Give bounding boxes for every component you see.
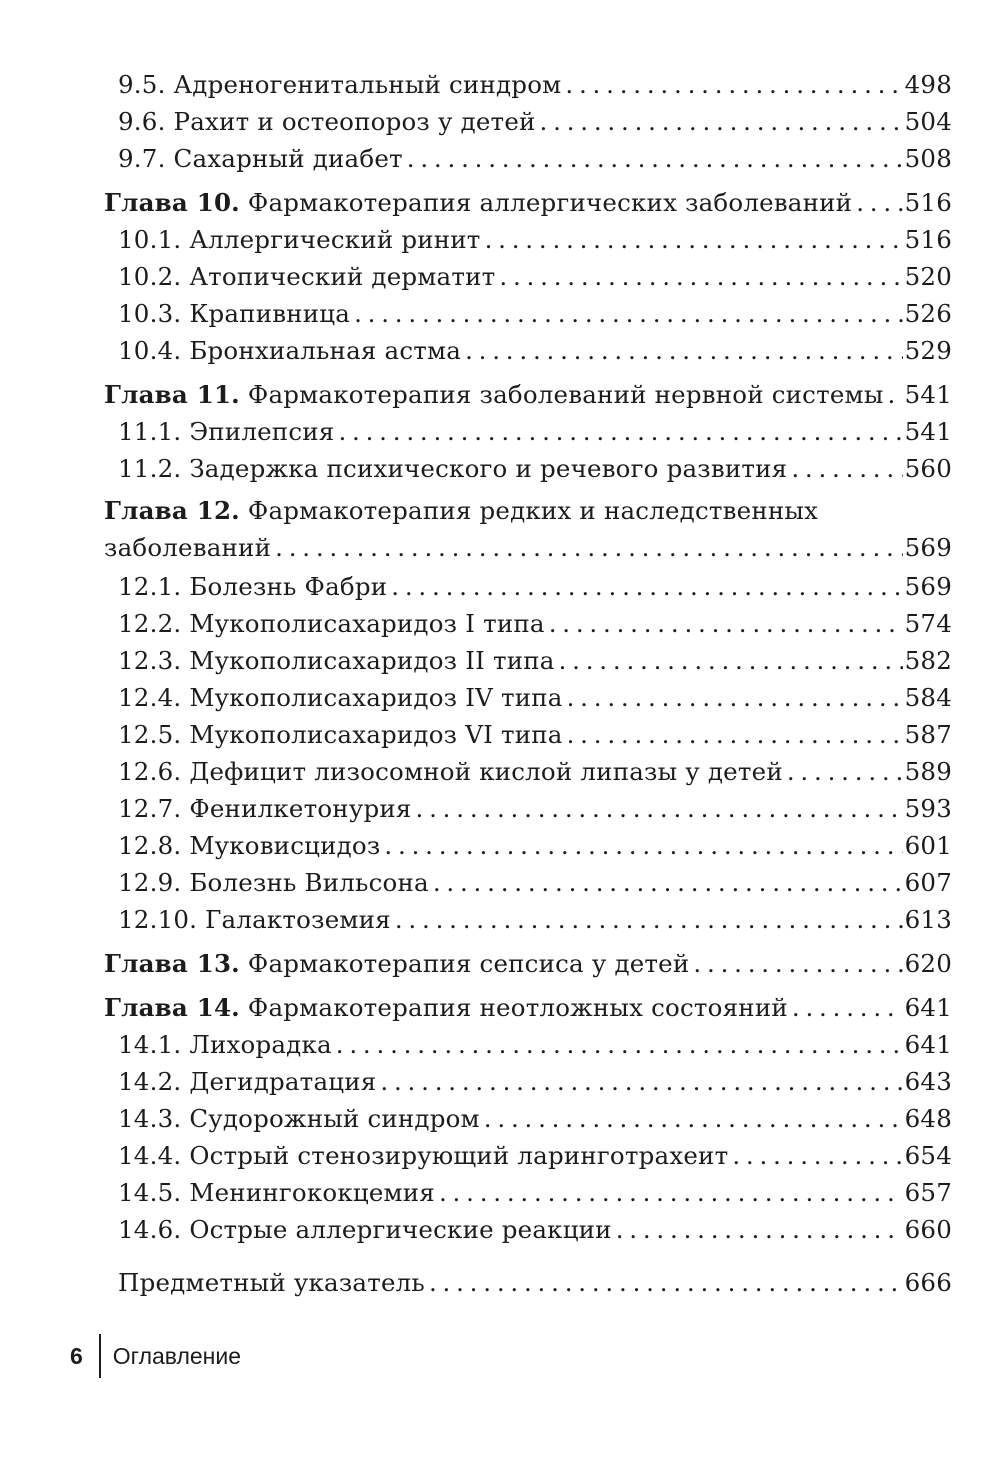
dot-leader xyxy=(338,413,902,450)
chapter-title: Фармакотерапия неотложных состояний xyxy=(247,993,788,1022)
dot-leader xyxy=(354,295,903,332)
page-ref: 541 xyxy=(904,380,952,409)
page-ref: 643 xyxy=(904,1067,952,1096)
toc-entry-title: 12.3. Мукополисахаридоз II типа xyxy=(118,642,559,679)
page-ref: 641 xyxy=(904,1030,952,1059)
toc-section-entry xyxy=(104,864,952,901)
toc-section-entry xyxy=(104,1063,952,1100)
chapter-prefix: Глава 12. xyxy=(104,496,240,525)
toc-section-entry xyxy=(104,679,952,716)
dot-leader xyxy=(856,184,902,221)
toc-entry-title: 9.7. Сахарный диабет xyxy=(118,140,407,177)
toc-chapter-entry xyxy=(104,989,952,1026)
dot-leader xyxy=(732,1137,902,1174)
toc-entry-title: 12.4. Мукополисахаридоз IV типа xyxy=(118,679,567,716)
table-of-contents xyxy=(104,66,952,1301)
page-ref: 569 xyxy=(904,572,952,601)
dot-leader xyxy=(549,605,903,642)
toc-chapter-entry xyxy=(104,945,952,982)
toc-entry-title: 10.3. Крапивница xyxy=(118,295,354,332)
dot-leader xyxy=(395,901,903,938)
dot-leader xyxy=(275,528,903,568)
page-ref: 574 xyxy=(904,609,952,638)
toc-section-entry xyxy=(104,1100,952,1137)
dot-leader xyxy=(407,140,903,177)
toc-section-entry xyxy=(104,221,952,258)
toc-entry-title: 12.1. Болезнь Фабри xyxy=(118,568,391,605)
toc-entry-title: 14.4. Острый стенозирующий ларинготрахеит xyxy=(118,1137,732,1174)
toc-entry-title: 14.2. Дегидратация xyxy=(118,1063,380,1100)
toc-section-entry xyxy=(104,140,952,177)
toc-entry-title: 12.2. Мукополисахаридоз I типа xyxy=(118,605,549,642)
toc-section-entry xyxy=(104,258,952,295)
toc-entry-title xyxy=(104,376,888,413)
toc-entry-title xyxy=(104,945,693,982)
page-ref: 593 xyxy=(904,794,952,823)
dot-leader xyxy=(439,1174,903,1211)
toc-entry-title: 12.5. Мукополисахаридоз VI типа xyxy=(118,716,567,753)
dot-leader xyxy=(485,221,903,258)
toc-chapter-entry xyxy=(104,184,952,221)
toc-entry-title: 10.1. Аллергический ринит xyxy=(118,221,485,258)
running-title: Оглавление xyxy=(112,1342,242,1369)
page-ref: 613 xyxy=(904,905,952,934)
dot-leader xyxy=(567,716,903,753)
page-ref: 589 xyxy=(904,757,952,786)
toc-section-entry xyxy=(104,103,952,140)
toc-entry-title: Предметный указатель xyxy=(118,1264,429,1301)
toc-entry-title: 9.5. Адреногенитальный синдром xyxy=(118,66,565,103)
dot-leader xyxy=(416,790,903,827)
toc-section-entry xyxy=(104,827,952,864)
toc-section-entry xyxy=(104,66,952,103)
toc-entry-title: 14.6. Острые аллергические реакции xyxy=(118,1211,616,1248)
page-ref: 498 xyxy=(904,70,952,99)
toc-section-entry xyxy=(104,413,952,450)
toc-section-entry xyxy=(104,1211,952,1248)
page-ref: 607 xyxy=(904,868,952,897)
dot-leader xyxy=(384,827,902,864)
toc-section-entry xyxy=(104,1026,952,1063)
toc-entry-title: 12.8. Муковисцидоз xyxy=(118,827,384,864)
toc-index-entry xyxy=(104,1264,952,1301)
toc-entry-title: 11.2. Задержка психического и речевого развития xyxy=(118,450,791,487)
dot-leader xyxy=(693,945,902,982)
dot-leader xyxy=(465,332,903,369)
page-ref: 582 xyxy=(904,646,952,675)
toc-entry-title: 14.5. Менингококцемия xyxy=(118,1174,439,1211)
toc-entry-title-line xyxy=(104,494,952,528)
page-ref: 516 xyxy=(904,225,952,254)
page-ref: 504 xyxy=(904,107,952,136)
toc-section-entry xyxy=(104,790,952,827)
toc-entry-title: 11.1. Эпилепсия xyxy=(118,413,338,450)
chapter-prefix: Глава 13. xyxy=(104,949,240,978)
page-ref: 620 xyxy=(904,949,952,978)
page-ref: 657 xyxy=(904,1178,952,1207)
page-ref: 601 xyxy=(904,831,952,860)
page-ref: 529 xyxy=(904,336,952,365)
toc-entry-title: 12.10. Галактоземия xyxy=(118,901,395,938)
chapter-title: Фармакотерапия сепсиса у детей xyxy=(247,949,690,978)
dot-leader xyxy=(391,568,902,605)
toc-section-entry xyxy=(104,716,952,753)
toc-entry-title xyxy=(104,989,792,1026)
page-ref: 508 xyxy=(904,144,952,173)
toc-section-entry xyxy=(104,295,952,332)
toc-section-entry xyxy=(104,332,952,369)
toc-entry-title: 9.6. Рахит и остеопороз у детей xyxy=(118,103,540,140)
toc-section-entry xyxy=(104,642,952,679)
toc-section-entry xyxy=(104,1137,952,1174)
dot-leader xyxy=(559,642,903,679)
toc-entry-title: 14.1. Лихорадка xyxy=(118,1026,336,1063)
dot-leader xyxy=(791,450,902,487)
toc-section-entry xyxy=(104,1174,952,1211)
chapter-prefix: Глава 10. xyxy=(104,188,240,217)
page-footer xyxy=(70,1334,241,1378)
page-ref: 587 xyxy=(904,720,952,749)
toc-entry-title: 12.6. Дефицит лизосомной кислой липазы у детей xyxy=(118,753,787,790)
chapter-title: Фармакотерапия редких и наследственных xyxy=(247,496,819,525)
chapter-title: Фармакотерапия заболеваний нервной системы xyxy=(247,380,884,409)
page-ref: 560 xyxy=(904,454,952,483)
dot-leader xyxy=(433,864,903,901)
toc-chapter-entry xyxy=(104,494,952,568)
page-ref: 654 xyxy=(904,1141,952,1170)
chapter-prefix: Глава 11. xyxy=(104,380,240,409)
dot-leader xyxy=(429,1264,903,1301)
page-ref: 569 xyxy=(904,533,952,562)
page-ref: 516 xyxy=(904,188,952,217)
dot-leader xyxy=(499,258,902,295)
dot-leader xyxy=(792,989,903,1026)
toc-section-entry xyxy=(104,568,952,605)
page-ref: 584 xyxy=(904,683,952,712)
toc-section-entry xyxy=(104,753,952,790)
page-ref: 541 xyxy=(904,417,952,446)
chapter-title: Фармакотерапия аллергических заболеваний xyxy=(247,188,853,217)
page-ref: 648 xyxy=(904,1104,952,1133)
toc-entry-title: 12.9. Болезнь Вильсона xyxy=(118,864,433,901)
toc-section-entry xyxy=(104,901,952,938)
toc-entry-title: 10.4. Бронхиальная астма xyxy=(118,332,465,369)
dot-leader xyxy=(484,1100,903,1137)
dot-leader xyxy=(787,753,903,790)
page-ref: 641 xyxy=(904,993,952,1022)
dot-leader xyxy=(565,66,902,103)
dot-leader xyxy=(336,1026,903,1063)
dot-leader xyxy=(616,1211,903,1248)
page-number: 6 xyxy=(70,1342,83,1369)
toc-section-entry xyxy=(104,605,952,642)
chapter-prefix: Глава 14. xyxy=(104,993,240,1022)
dot-leader xyxy=(567,679,903,716)
toc-section-entry xyxy=(104,450,952,487)
chapter-title-continued: заболеваний xyxy=(104,528,275,568)
footer-divider xyxy=(99,1334,101,1378)
toc-entry-title: 12.7. Фенилкетонурия xyxy=(118,790,416,827)
page-ref: 666 xyxy=(904,1268,952,1297)
dot-leader xyxy=(540,103,903,140)
dot-leader xyxy=(888,376,903,413)
dot-leader xyxy=(380,1063,902,1100)
toc-chapter-entry xyxy=(104,376,952,413)
page-ref: 526 xyxy=(904,299,952,328)
page-ref: 520 xyxy=(904,262,952,291)
toc-entry-title xyxy=(104,184,856,221)
toc-entry-title: 14.3. Судорожный синдром xyxy=(118,1100,484,1137)
toc-entry-title: 10.2. Атопический дерматит xyxy=(118,258,499,295)
page-ref: 660 xyxy=(904,1215,952,1244)
